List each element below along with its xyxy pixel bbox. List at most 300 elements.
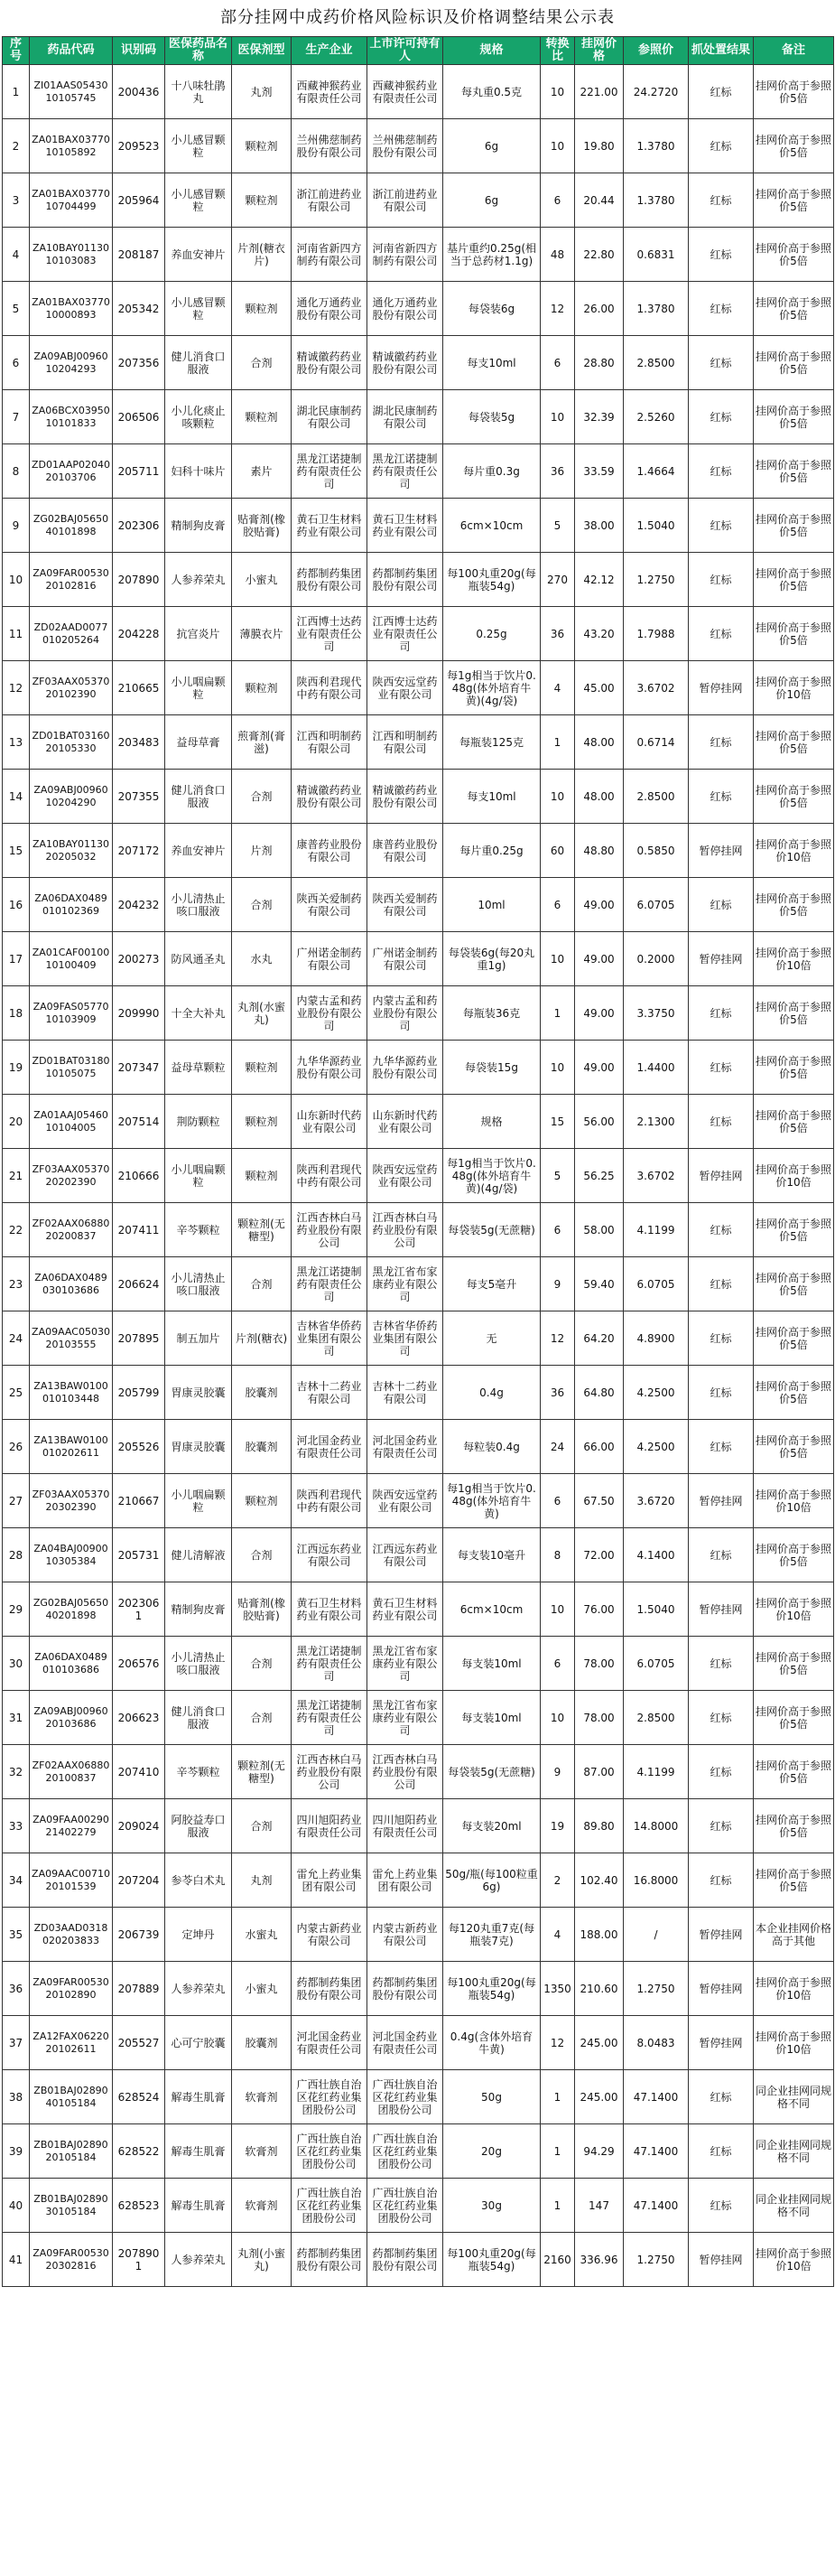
cell-manufacturer: 内蒙古孟和药业股份有限公司 — [292, 986, 367, 1041]
table-row — [3, 1420, 834, 1474]
cell-license-holder: 黑龙江省布家康药业有限公司 — [367, 1691, 443, 1745]
cell-remark: 挂网价高于参照价5倍 — [754, 1041, 834, 1095]
cell-conversion-ratio: 5 — [541, 1149, 575, 1203]
cell-dosage-form: 贴膏剂(橡胶贴膏) — [232, 499, 292, 553]
cell-drug-code: ZA09FAR0053020102816 — [30, 553, 113, 607]
cell-dosage-form: 胶囊剂 — [232, 1420, 292, 1474]
cell-remark: 挂网价高于参照价5倍 — [754, 1853, 834, 1908]
cell-ref-price: 4.2500 — [624, 1366, 689, 1420]
cell-spec: 每片重0.3g — [443, 444, 541, 499]
cell-conversion-ratio: 1 — [541, 2124, 575, 2179]
cell-ref-price: 47.1400 — [624, 2179, 689, 2233]
cell-license-holder: 河北国金药业有限责任公司 — [367, 1420, 443, 1474]
cell-result: 红标 — [689, 1799, 754, 1853]
table-row — [3, 173, 834, 228]
table-row — [3, 1095, 834, 1149]
cell-remark: 挂网价高于参照价5倍 — [754, 336, 834, 390]
cell-listed-price: 94.29 — [575, 2124, 624, 2179]
cell-listed-price: 38.00 — [575, 499, 624, 553]
cell-drug-name: 人参养荣丸 — [165, 1962, 232, 2016]
cell-ref-price: 4.8900 — [624, 1311, 689, 1366]
cell-listed-price: 78.00 — [575, 1691, 624, 1745]
cell-spec: 每袋装5g(无蔗糖) — [443, 1203, 541, 1257]
cell-drug-code: ZA01AAJ0546010104005 — [30, 1095, 113, 1149]
cell-drug-name: 胃康灵胶囊 — [165, 1420, 232, 1474]
cell-result: 红标 — [689, 499, 754, 553]
col-header-dosage-form: 医保剂型 — [232, 37, 292, 65]
cell-row-index: 8 — [3, 444, 30, 499]
cell-dosage-form: 颗粒剂(无糖型) — [232, 1203, 292, 1257]
cell-manufacturer: 陕西关爱制药有限公司 — [292, 878, 367, 932]
cell-listed-price: 64.20 — [575, 1311, 624, 1366]
cell-conversion-ratio: 6 — [541, 336, 575, 390]
cell-listed-price: 56.25 — [575, 1149, 624, 1203]
cell-listed-price: 22.80 — [575, 228, 624, 282]
cell-spec: 20g — [443, 2124, 541, 2179]
cell-manufacturer: 陕西利君现代中药有限公司 — [292, 661, 367, 715]
cell-result: 红标 — [689, 2179, 754, 2233]
col-header-index: 序号 — [3, 37, 30, 65]
cell-license-holder: 广西壮族自治区花红药业集团股份公司 — [367, 2179, 443, 2233]
cell-result: 暂停挂网 — [689, 932, 754, 986]
cell-id-code: 207895 — [113, 1311, 165, 1366]
cell-listed-price: 56.00 — [575, 1095, 624, 1149]
table-row — [3, 1962, 834, 2016]
cell-remark: 挂网价高于参照价5倍 — [754, 1095, 834, 1149]
cell-drug-name: 小儿咽扁颗粒 — [165, 1474, 232, 1528]
cell-dosage-form: 胶囊剂 — [232, 2016, 292, 2070]
cell-dosage-form: 薄膜衣片 — [232, 607, 292, 661]
cell-remark: 挂网价高于参照价5倍 — [754, 228, 834, 282]
cell-listed-price: 45.00 — [575, 661, 624, 715]
cell-ref-price: 1.4400 — [624, 1041, 689, 1095]
cell-row-index: 31 — [3, 1691, 30, 1745]
cell-ref-price: 3.3750 — [624, 986, 689, 1041]
cell-drug-name: 小儿清热止咳口服液 — [165, 878, 232, 932]
cell-drug-code: ZF02AAX0688020100837 — [30, 1745, 113, 1799]
cell-conversion-ratio: 10 — [541, 1582, 575, 1637]
cell-listed-price: 26.00 — [575, 282, 624, 336]
cell-result: 暂停挂网 — [689, 2016, 754, 2070]
cell-manufacturer: 精诚徽药药业股份有限公司 — [292, 336, 367, 390]
cell-ref-price: 47.1400 — [624, 2070, 689, 2124]
cell-drug-code: ZA09ABJ0096010204290 — [30, 770, 113, 824]
cell-drug-name: 健儿消食口服液 — [165, 770, 232, 824]
cell-manufacturer: 西藏神猴药业有限责任公司 — [292, 65, 367, 119]
cell-id-code: 205731 — [113, 1528, 165, 1582]
cell-listed-price: 221.00 — [575, 65, 624, 119]
cell-manufacturer: 药都制药集团股份有限公司 — [292, 2233, 367, 2287]
cell-listed-price: 64.80 — [575, 1366, 624, 1420]
cell-drug-code: ZD01BAT0318010105075 — [30, 1041, 113, 1095]
table-row — [3, 2233, 834, 2287]
cell-ref-price: 0.6714 — [624, 715, 689, 770]
cell-conversion-ratio: 2 — [541, 1853, 575, 1908]
cell-result: 红标 — [689, 770, 754, 824]
cell-manufacturer: 浙江前进药业有限公司 — [292, 173, 367, 228]
table-row — [3, 1311, 834, 1366]
cell-row-index: 38 — [3, 2070, 30, 2124]
cell-remark: 挂网价高于参照价5倍 — [754, 1528, 834, 1582]
cell-license-holder: 江西博士达药业有限责任公司 — [367, 607, 443, 661]
table-row — [3, 1745, 834, 1799]
cell-drug-code: ZA01BAX0377010000893 — [30, 282, 113, 336]
cell-conversion-ratio: 4 — [541, 661, 575, 715]
cell-spec: 0.25g — [443, 607, 541, 661]
cell-drug-code: ZA13BAW0100010103448 — [30, 1366, 113, 1420]
cell-row-index: 30 — [3, 1637, 30, 1691]
cell-remark: 挂网价高于参照价5倍 — [754, 1745, 834, 1799]
cell-manufacturer: 黄石卫生材料药业有限公司 — [292, 499, 367, 553]
cell-id-code: 207411 — [113, 1203, 165, 1257]
cell-drug-code: ZD03AAD0318020203833 — [30, 1908, 113, 1962]
cell-license-holder: 黑龙江省布家康药业有限公司 — [367, 1637, 443, 1691]
cell-manufacturer: 吉林十二药业有限公司 — [292, 1366, 367, 1420]
cell-remark: 挂网价高于参照价5倍 — [754, 1203, 834, 1257]
cell-conversion-ratio: 10 — [541, 1041, 575, 1095]
cell-drug-name: 小儿感冒颗粒 — [165, 119, 232, 173]
cell-result: 红标 — [689, 1745, 754, 1799]
cell-result: 暂停挂网 — [689, 1474, 754, 1528]
cell-spec: 每100丸重20g(每瓶装54g) — [443, 553, 541, 607]
cell-id-code: 210667 — [113, 1474, 165, 1528]
table-row — [3, 770, 834, 824]
col-header-id-code: 识别码 — [113, 37, 165, 65]
cell-license-holder: 广西壮族自治区花红药业集团股份公司 — [367, 2124, 443, 2179]
cell-conversion-ratio: 15 — [541, 1095, 575, 1149]
cell-remark: 挂网价高于参照价5倍 — [754, 1799, 834, 1853]
cell-row-index: 24 — [3, 1311, 30, 1366]
cell-result: 暂停挂网 — [689, 661, 754, 715]
cell-dosage-form: 合剂 — [232, 770, 292, 824]
cell-listed-price: 20.44 — [575, 173, 624, 228]
cell-remark: 挂网价高于参照价10倍 — [754, 1474, 834, 1528]
cell-manufacturer: 黄石卫生材料药业有限公司 — [292, 1582, 367, 1637]
cell-license-holder: 陕西安远堂药业有限公司 — [367, 1149, 443, 1203]
cell-conversion-ratio: 1350 — [541, 1962, 575, 2016]
cell-remark: 挂网价高于参照价5倍 — [754, 607, 834, 661]
cell-drug-name: 心可宁胶囊 — [165, 2016, 232, 2070]
cell-id-code: 205527 — [113, 2016, 165, 2070]
cell-conversion-ratio: 270 — [541, 553, 575, 607]
page-title: 部分挂网中成药价格风险标识及价格调整结果公示表 — [220, 8, 615, 27]
cell-drug-name: 十八味牡鹃丸 — [165, 65, 232, 119]
table-row — [3, 1637, 834, 1691]
cell-ref-price: / — [624, 1908, 689, 1962]
cell-ref-price: 2.8500 — [624, 770, 689, 824]
cell-ref-price: 6.0705 — [624, 1257, 689, 1311]
cell-drug-code: ZA12FAX0622020102611 — [30, 2016, 113, 2070]
cell-result: 红标 — [689, 1420, 754, 1474]
cell-result: 红标 — [689, 1095, 754, 1149]
cell-conversion-ratio: 6 — [541, 1203, 575, 1257]
cell-ref-price: 3.6702 — [624, 661, 689, 715]
cell-spec: 每120丸重7克(每瓶装7克) — [443, 1908, 541, 1962]
cell-conversion-ratio: 36 — [541, 607, 575, 661]
cell-row-index: 41 — [3, 2233, 30, 2287]
cell-dosage-form: 颗粒剂 — [232, 390, 292, 444]
cell-dosage-form: 煎膏剂(膏滋) — [232, 715, 292, 770]
cell-dosage-form: 片剂(糖衣) — [232, 1311, 292, 1366]
cell-manufacturer: 兰州佛慈制药股份有限公司 — [292, 119, 367, 173]
cell-manufacturer: 河北国金药业有限责任公司 — [292, 1420, 367, 1474]
cell-remark: 本企业挂网价格高于其他 — [754, 1908, 834, 1962]
cell-id-code: 200273 — [113, 932, 165, 986]
cell-conversion-ratio: 2160 — [541, 2233, 575, 2287]
cell-row-index: 4 — [3, 228, 30, 282]
cell-remark: 挂网价高于参照价10倍 — [754, 661, 834, 715]
cell-row-index: 13 — [3, 715, 30, 770]
cell-id-code: 207356 — [113, 336, 165, 390]
cell-spec: 每片重0.25g — [443, 824, 541, 878]
cell-spec: 每袋装5g — [443, 390, 541, 444]
cell-spec: 每支10ml — [443, 336, 541, 390]
cell-drug-name: 荆防颗粒 — [165, 1095, 232, 1149]
cell-result: 暂停挂网 — [689, 1962, 754, 2016]
cell-spec: 每支装20ml — [443, 1799, 541, 1853]
cell-conversion-ratio: 36 — [541, 444, 575, 499]
cell-row-index: 3 — [3, 173, 30, 228]
cell-license-holder: 精诚徽药药业股份有限公司 — [367, 336, 443, 390]
cell-ref-price: 8.0483 — [624, 2016, 689, 2070]
cell-dosage-form: 颗粒剂 — [232, 282, 292, 336]
cell-ref-price: 6.0705 — [624, 878, 689, 932]
cell-drug-code: ZF03AAX0537020202390 — [30, 1149, 113, 1203]
cell-ref-price: 2.8500 — [624, 1691, 689, 1745]
cell-ref-price: 1.2750 — [624, 553, 689, 607]
cell-listed-price: 245.00 — [575, 2016, 624, 2070]
cell-listed-price: 49.00 — [575, 986, 624, 1041]
cell-drug-name: 解毒生肌膏 — [165, 2070, 232, 2124]
cell-listed-price: 42.12 — [575, 553, 624, 607]
cell-drug-name: 小儿清热止咳口服液 — [165, 1637, 232, 1691]
cell-drug-code: ZB01BAJ0289020105184 — [30, 2124, 113, 2179]
cell-listed-price: 87.00 — [575, 1745, 624, 1799]
cell-license-holder: 江西远东药业有限公司 — [367, 1528, 443, 1582]
cell-remark: 挂网价高于参照价5倍 — [754, 1311, 834, 1366]
cell-result: 暂停挂网 — [689, 2233, 754, 2287]
cell-license-holder: 河南省新四方制药有限公司 — [367, 228, 443, 282]
cell-dosage-form: 合剂 — [232, 336, 292, 390]
table-row — [3, 932, 834, 986]
table-row — [3, 878, 834, 932]
cell-ref-price: 2.1300 — [624, 1095, 689, 1149]
cell-result: 红标 — [689, 1257, 754, 1311]
col-header-remark: 备注 — [754, 37, 834, 65]
cell-dosage-form: 素片 — [232, 444, 292, 499]
cell-ref-price: 4.1400 — [624, 1528, 689, 1582]
cell-drug-name: 人参养荣丸 — [165, 553, 232, 607]
cell-manufacturer: 四川旭阳药业有限责任公司 — [292, 1799, 367, 1853]
cell-dosage-form: 片剂(糖衣片) — [232, 228, 292, 282]
cell-drug-code: ZA04BAJ0090010305384 — [30, 1528, 113, 1582]
cell-id-code: 207410 — [113, 1745, 165, 1799]
cell-spec: 每粒装0.4g — [443, 1420, 541, 1474]
cell-ref-price: 3.6720 — [624, 1474, 689, 1528]
cell-drug-code: ZA13BAW0100010202611 — [30, 1420, 113, 1474]
cell-listed-price: 49.00 — [575, 878, 624, 932]
table-row — [3, 986, 834, 1041]
cell-dosage-form: 小蜜丸 — [232, 553, 292, 607]
cell-manufacturer: 湖北民康制药有限公司 — [292, 390, 367, 444]
cell-remark: 挂网价高于参照价5倍 — [754, 553, 834, 607]
cell-remark: 挂网价高于参照价10倍 — [754, 1962, 834, 2016]
cell-manufacturer: 黑龙江诺捷制药有限责任公司 — [292, 1691, 367, 1745]
cell-id-code: 209024 — [113, 1799, 165, 1853]
cell-dosage-form: 水蜜丸 — [232, 1908, 292, 1962]
cell-result: 红标 — [689, 173, 754, 228]
cell-id-code: 205799 — [113, 1366, 165, 1420]
cell-id-code: 207514 — [113, 1095, 165, 1149]
col-header-license-holder: 上市许可持有人 — [367, 37, 443, 65]
cell-listed-price: 66.00 — [575, 1420, 624, 1474]
cell-drug-code: ZB01BAJ0289030105184 — [30, 2179, 113, 2233]
cell-result: 红标 — [689, 1311, 754, 1366]
cell-remark: 挂网价高于参照价10倍 — [754, 932, 834, 986]
cell-conversion-ratio: 60 — [541, 824, 575, 878]
cell-remark: 挂网价高于参照价5倍 — [754, 715, 834, 770]
cell-drug-name: 解毒生肌膏 — [165, 2124, 232, 2179]
cell-spec: 每袋装5g(无蔗糖) — [443, 1745, 541, 1799]
cell-license-holder: 雷允上药业集团有限公司 — [367, 1853, 443, 1908]
cell-spec: 30g — [443, 2179, 541, 2233]
cell-dosage-form: 软膏剂 — [232, 2179, 292, 2233]
cell-row-index: 32 — [3, 1745, 30, 1799]
cell-ref-price: 1.4664 — [624, 444, 689, 499]
cell-conversion-ratio: 6 — [541, 878, 575, 932]
cell-remark: 挂网价高于参照价5倍 — [754, 1366, 834, 1420]
table-row — [3, 119, 834, 173]
cell-result: 红标 — [689, 1691, 754, 1745]
cell-conversion-ratio: 24 — [541, 1420, 575, 1474]
cell-license-holder: 药都制药集团股份有限公司 — [367, 1962, 443, 2016]
cell-drug-code: ZA09FAR0053020102890 — [30, 1962, 113, 2016]
cell-spec: 每袋装6g — [443, 282, 541, 336]
cell-drug-name: 小儿咽扁颗粒 — [165, 661, 232, 715]
cell-result: 红标 — [689, 228, 754, 282]
cell-id-code: 210665 — [113, 661, 165, 715]
cell-row-index: 18 — [3, 986, 30, 1041]
cell-remark: 挂网价高于参照价5倍 — [754, 499, 834, 553]
cell-ref-price: 4.2500 — [624, 1420, 689, 1474]
cell-spec: 每100丸重20g(每瓶装54g) — [443, 2233, 541, 2287]
cell-license-holder: 精诚徽药药业股份有限公司 — [367, 770, 443, 824]
cell-spec: 每瓶装36克 — [443, 986, 541, 1041]
cell-id-code: 628523 — [113, 2179, 165, 2233]
cell-row-index: 25 — [3, 1366, 30, 1420]
cell-dosage-form: 颗粒剂 — [232, 1041, 292, 1095]
cell-drug-code: ZG02BAJ0565040201898 — [30, 1582, 113, 1637]
cell-id-code: 2023061 — [113, 1582, 165, 1637]
cell-listed-price: 76.00 — [575, 1582, 624, 1637]
cell-conversion-ratio: 10 — [541, 390, 575, 444]
cell-ref-price: 14.8000 — [624, 1799, 689, 1853]
cell-listed-price: 48.00 — [575, 715, 624, 770]
cell-drug-name: 参苓白术丸 — [165, 1853, 232, 1908]
table-row — [3, 2179, 834, 2233]
cell-conversion-ratio: 36 — [541, 1366, 575, 1420]
cell-listed-price: 48.80 — [575, 824, 624, 878]
cell-license-holder: 江西杏林白马药业股份有限公司 — [367, 1203, 443, 1257]
cell-drug-name: 防风通圣丸 — [165, 932, 232, 986]
cell-spec: 每1g相当于饮片0.48g(体外培育牛黄)(4g/袋) — [443, 661, 541, 715]
cell-result: 红标 — [689, 2124, 754, 2179]
cell-id-code: 202306 — [113, 499, 165, 553]
cell-drug-name: 益母草膏 — [165, 715, 232, 770]
cell-drug-code: ZA09AAC0503020103555 — [30, 1311, 113, 1366]
cell-listed-price: 102.40 — [575, 1853, 624, 1908]
cell-ref-price: 47.1400 — [624, 2124, 689, 2179]
cell-conversion-ratio: 9 — [541, 1745, 575, 1799]
cell-listed-price: 147 — [575, 2179, 624, 2233]
cell-ref-price: 3.6702 — [624, 1149, 689, 1203]
cell-remark: 挂网价高于参照价5倍 — [754, 282, 834, 336]
cell-license-holder: 山东新时代药业有限公司 — [367, 1095, 443, 1149]
cell-spec: 每1g相当于饮片0.48g(体外培育牛黄)(4g/袋) — [443, 1149, 541, 1203]
cell-drug-name: 妇科十味片 — [165, 444, 232, 499]
cell-id-code: 205964 — [113, 173, 165, 228]
cell-row-index: 40 — [3, 2179, 30, 2233]
table-row — [3, 2016, 834, 2070]
cell-conversion-ratio: 19 — [541, 1799, 575, 1853]
cell-spec: 0.4g(含体外培育牛黄) — [443, 2016, 541, 2070]
cell-ref-price: 4.1199 — [624, 1203, 689, 1257]
cell-drug-name: 小儿化痰止咳颗粒 — [165, 390, 232, 444]
cell-result: 红标 — [689, 715, 754, 770]
cell-row-index: 12 — [3, 661, 30, 715]
cell-license-holder: 四川旭阳药业有限责任公司 — [367, 1799, 443, 1853]
cell-license-holder: 陕西关爱制药有限公司 — [367, 878, 443, 932]
cell-listed-price: 67.50 — [575, 1474, 624, 1528]
cell-ref-price: 1.5040 — [624, 1582, 689, 1637]
cell-ref-price: 1.3780 — [624, 282, 689, 336]
cell-ref-price: 0.5850 — [624, 824, 689, 878]
cell-drug-name: 十全大补丸 — [165, 986, 232, 1041]
cell-id-code: 210666 — [113, 1149, 165, 1203]
cell-id-code: 207204 — [113, 1853, 165, 1908]
table-header-row — [3, 37, 834, 65]
cell-license-holder: 广西壮族自治区花红药业集团股份公司 — [367, 2070, 443, 2124]
cell-remark: 挂网价高于参照价5倍 — [754, 65, 834, 119]
cell-manufacturer: 通化万通药业股份有限公司 — [292, 282, 367, 336]
cell-dosage-form: 颗粒剂 — [232, 1095, 292, 1149]
table-row — [3, 1203, 834, 1257]
cell-drug-code: ZA01BAX0377010105892 — [30, 119, 113, 173]
cell-id-code: 2078901 — [113, 2233, 165, 2287]
cell-dosage-form: 丸剂(小蜜丸) — [232, 2233, 292, 2287]
cell-row-index: 9 — [3, 499, 30, 553]
col-header-manufacturer: 生产企业 — [292, 37, 367, 65]
table-row — [3, 1528, 834, 1582]
cell-remark: 同企业挂网同规格不同 — [754, 2179, 834, 2233]
cell-remark: 挂网价高于参照价5倍 — [754, 1257, 834, 1311]
cell-drug-name: 养血安神片 — [165, 228, 232, 282]
cell-result: 红标 — [689, 1528, 754, 1582]
cell-drug-code: ZA10BAY0113020205032 — [30, 824, 113, 878]
cell-drug-code: ZA09ABJ0096010204293 — [30, 336, 113, 390]
cell-row-index: 11 — [3, 607, 30, 661]
cell-drug-code: ZD02AAD0077010205264 — [30, 607, 113, 661]
cell-conversion-ratio: 10 — [541, 65, 575, 119]
cell-remark: 挂网价高于参照价5倍 — [754, 1691, 834, 1745]
cell-remark: 挂网价高于参照价5倍 — [754, 173, 834, 228]
cell-row-index: 7 — [3, 390, 30, 444]
cell-drug-name: 小儿清热止咳口服液 — [165, 1257, 232, 1311]
cell-row-index: 29 — [3, 1582, 30, 1637]
cell-dosage-form: 软膏剂 — [232, 2070, 292, 2124]
cell-license-holder: 陕西安远堂药业有限公司 — [367, 661, 443, 715]
cell-drug-name: 健儿清解液 — [165, 1528, 232, 1582]
